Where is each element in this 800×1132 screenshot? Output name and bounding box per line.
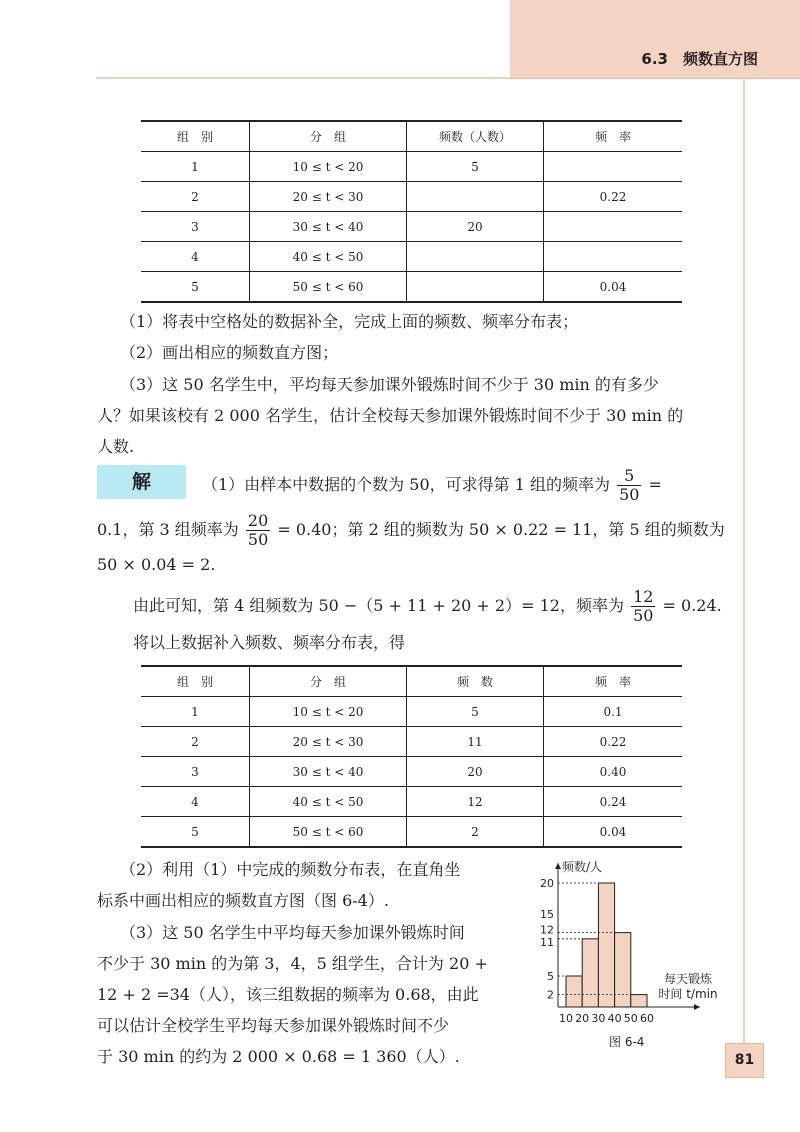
y-tick-label: 20 — [540, 877, 554, 890]
solution-text: 由此可知，第 4 组频数为 50 −（5 + 11 + 20 + 2）= 12，频率为 — [133, 596, 624, 615]
table-header: 组 别 — [141, 666, 250, 697]
part-2-line-1: （2）利用（1）中完成的频数分布表，在直角坐 — [120, 860, 461, 879]
table-cell: 5 — [141, 272, 250, 303]
table-cell — [544, 242, 683, 272]
part-3-line-1: （3）这 50 名学生中平均每天参加课外锻炼时间 — [120, 923, 465, 942]
table-cell: 20 ≤ t < 30 — [250, 727, 407, 757]
table-cell: 0.1 — [544, 697, 683, 727]
table-cell: 20 ≤ t < 30 — [250, 182, 407, 212]
question-3-line-3: 人数. — [97, 437, 135, 456]
table-cell — [407, 242, 544, 272]
solution-text: 0.1，第 3 组频率为 — [97, 520, 239, 539]
table-cell: 2 — [407, 817, 544, 848]
table-cell: 30 ≤ t < 40 — [250, 757, 407, 787]
table-header: 频 率 — [544, 666, 683, 697]
x-tick-label: 60 — [640, 1012, 654, 1025]
table-row — [141, 817, 682, 848]
x-tick-label: 50 — [623, 1012, 638, 1025]
y-axis-arrow — [555, 863, 561, 869]
table-row — [141, 182, 682, 212]
table-header: 频 数 — [407, 666, 544, 697]
table-cell: 0.04 — [544, 817, 683, 848]
denominator: 50 — [247, 530, 269, 549]
y-tick-label: 11 — [540, 935, 554, 949]
frequency-table-complete — [141, 665, 682, 848]
numerator: 20 — [247, 511, 269, 530]
part-2-line-2: 标系中画出相应的频数直方图（图 6-4）. — [97, 891, 389, 910]
table-cell: 0.22 — [544, 182, 683, 212]
table-cell: 50 ≤ t < 60 — [250, 817, 407, 848]
table-header: 分 组 — [250, 121, 407, 152]
y-tick-label: 5 — [547, 970, 554, 983]
table-cell: 5 — [141, 817, 250, 848]
table-cell: 2 — [141, 727, 250, 757]
table-cell: 5 — [407, 152, 544, 182]
histogram-chart — [530, 855, 740, 1030]
solution-label: 解 — [97, 465, 186, 499]
histogram-bar — [631, 995, 647, 1007]
part-3-line-4: 可以估计全校学生平均每天参加课外锻炼时间不少 — [97, 1016, 450, 1035]
table-cell: 10 ≤ t < 20 — [250, 697, 407, 727]
solution-text: = — [648, 475, 662, 494]
histogram-bar — [615, 933, 631, 1007]
table-cell: 11 — [407, 727, 544, 757]
table-row — [141, 697, 682, 727]
solution-text: （1）由样本中数据的个数为 50，可求得第 1 组的频率为 — [202, 475, 610, 494]
y-tick-label: 15 — [540, 908, 554, 921]
solution-line-3: 50 × 0.04 = 2. — [97, 555, 216, 574]
table-cell: 20 — [407, 212, 544, 242]
table-header: 频 率 — [544, 121, 683, 152]
table-cell: 0.04 — [544, 272, 683, 303]
fraction — [631, 588, 655, 625]
table-cell: 4 — [141, 242, 250, 272]
histogram-bar — [582, 939, 598, 1007]
table-cell: 12 — [407, 787, 544, 817]
section-title: 6.3 频数直方图 — [641, 50, 758, 68]
table-cell: 3 — [141, 212, 250, 242]
table-cell: 30 ≤ t < 40 — [250, 212, 407, 242]
question-3-line-1: （3）这 50 名学生中，平均每天参加课外锻炼时间不少于 30 min 的有多少 — [120, 375, 659, 394]
numerator: 5 — [617, 467, 641, 486]
denominator: 50 — [633, 606, 654, 625]
x-tick-label: 20 — [575, 1012, 590, 1025]
x-tick-label: 10 — [559, 1012, 573, 1025]
table-cell: 4 — [141, 787, 250, 817]
table-row — [141, 272, 682, 303]
solution-line-4 — [133, 586, 722, 626]
table-cell: 5 — [407, 697, 544, 727]
table-cell: 20 — [407, 757, 544, 787]
histogram-bar — [598, 883, 614, 1007]
table-cell: 3 — [141, 757, 250, 787]
table-cell: 40 ≤ t < 50 — [250, 242, 407, 272]
part-3-line-2: 不少于 30 min 的为第 3，4，5 组学生，合计为 20 + — [97, 954, 488, 973]
figure-caption: 图 6-4 — [609, 1035, 645, 1049]
question-1: （1）将表中空格处的数据补全，完成上面的频数、频率分布表； — [120, 312, 579, 331]
part-3-line-3: 12 + 2 =34（人），该三组数据的频率为 0.68，由此 — [97, 985, 479, 1004]
margin-rule — [743, 78, 745, 1058]
table-cell: 0.40 — [544, 757, 683, 787]
table-cell — [407, 272, 544, 303]
table-cell: 1 — [141, 152, 250, 182]
table-cell — [544, 212, 683, 242]
table-cell — [544, 152, 683, 182]
histogram-bar — [566, 976, 582, 1007]
table-row — [141, 757, 682, 787]
solution-text: = 0.40；第 2 组的频数为 50 × 0.22 = 11，第 5 组的频数为 — [277, 520, 725, 539]
solution-line-2 — [97, 510, 725, 550]
fraction — [246, 512, 270, 549]
table-header: 频数（人数） — [407, 121, 544, 152]
page-number: 81 — [725, 1043, 764, 1078]
table-cell: 1 — [141, 697, 250, 727]
table-cell: 50 ≤ t < 60 — [250, 272, 407, 303]
fraction — [617, 467, 641, 504]
table-row — [141, 727, 682, 757]
table-header: 分 组 — [250, 666, 407, 697]
question-3-line-2: 人？如果该校有 2 000 名学生，估计全校每天参加课外锻炼时间不少于 30 min 的 — [97, 406, 684, 425]
table-row — [141, 152, 682, 182]
frequency-table-blank — [141, 120, 682, 303]
table-header: 组 别 — [141, 121, 250, 152]
solution-line-5: 将以上数据补入频数、频率分布表，得 — [133, 633, 406, 652]
solution-text: = 0.24. — [662, 596, 722, 615]
denominator: 50 — [619, 485, 640, 504]
x-tick-label: 40 — [607, 1012, 622, 1025]
table-row — [141, 787, 682, 817]
solution-line-1 — [202, 466, 662, 504]
x-tick-label: 30 — [591, 1012, 606, 1025]
header-tab — [510, 0, 800, 79]
table-cell: 40 ≤ t < 50 — [250, 787, 407, 817]
part-3-line-5: 于 30 min 的约为 2 000 × 0.68 = 1 360（人）. — [97, 1047, 460, 1066]
table-row — [141, 242, 682, 272]
table-row — [141, 212, 682, 242]
table-cell: 10 ≤ t < 20 — [250, 152, 407, 182]
histogram-figure — [530, 855, 740, 1055]
table-cell: 0.24 — [544, 787, 683, 817]
numerator: 12 — [633, 587, 654, 606]
y-tick-label: 12 — [540, 923, 554, 937]
table-cell: 2 — [141, 182, 250, 212]
question-2: （2）画出相应的频数直方图； — [120, 343, 339, 362]
y-axis-label: 频数/人 — [562, 860, 603, 874]
x-axis-label: 时间 t/min — [658, 987, 718, 1001]
table-cell: 0.22 — [544, 727, 683, 757]
x-axis-label: 每天锻炼 — [663, 972, 713, 986]
y-tick-label: 2 — [547, 988, 554, 1002]
table-cell — [407, 182, 544, 212]
x-axis-arrow — [694, 1004, 700, 1010]
